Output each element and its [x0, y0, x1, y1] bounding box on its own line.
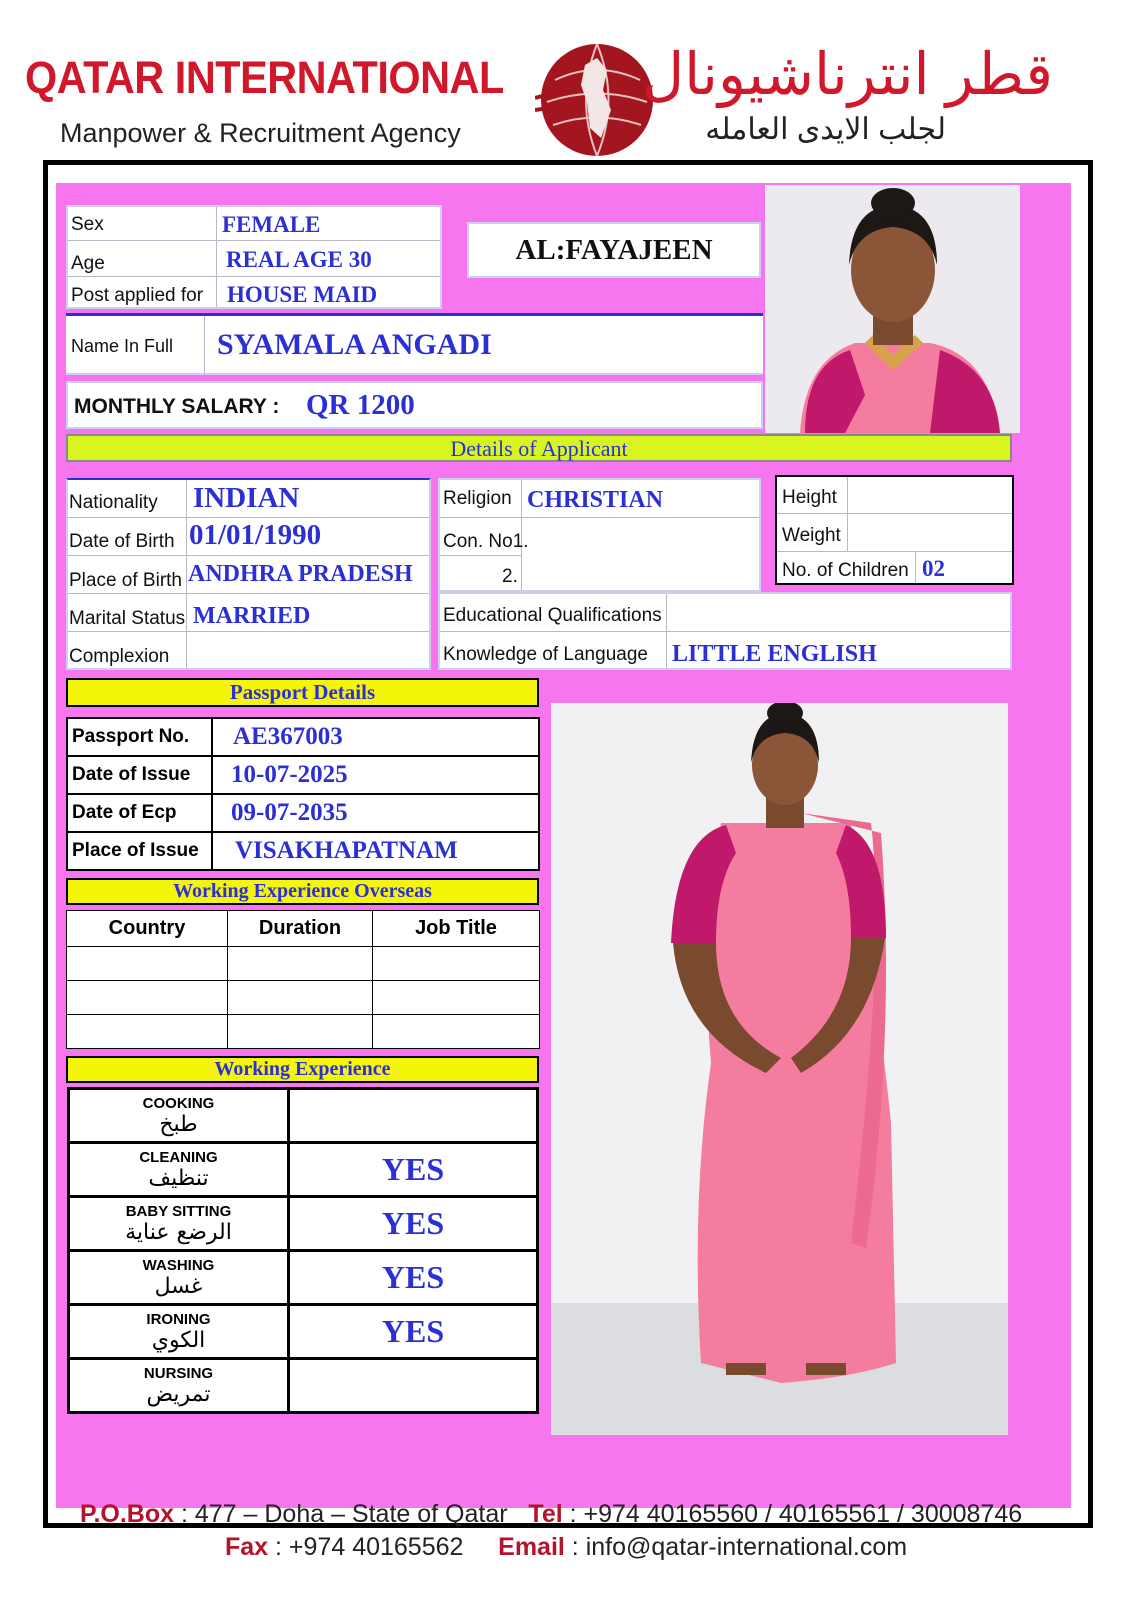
tel-value: : +974 40165560 / 40165561 / 30008746 [562, 1500, 1023, 1528]
expiry-date-value: 09-07-2035 [212, 794, 539, 832]
sex-label: Sex [71, 214, 104, 235]
age-value: REAL AGE 30 [226, 247, 372, 272]
religion-grid [438, 478, 761, 592]
skill-value: YES [289, 1197, 538, 1251]
language-label: Knowledge of Language [443, 644, 648, 665]
fax-value: : +974 40165562 [268, 1533, 464, 1561]
overseas-table [66, 910, 540, 1049]
physical-grid [775, 475, 1014, 585]
skill-name: CLEANING [139, 1148, 218, 1166]
full-name-row [66, 313, 763, 375]
passport-section-title: Passport Details [66, 678, 539, 707]
duration-column-header: Duration [228, 911, 373, 947]
skill-row-cleaning [69, 1143, 538, 1197]
skill-value: YES [289, 1305, 538, 1359]
skill-row-ironing [69, 1305, 538, 1359]
agency-code: AL:FAYAJEEN [467, 222, 761, 278]
skills-table [67, 1087, 539, 1414]
skill-value [289, 1359, 538, 1413]
expiry-date-label: Date of Ecp [67, 794, 212, 832]
skill-value [289, 1089, 538, 1143]
skill-name-arabic: الرضع عناية [125, 1219, 232, 1245]
skill-value: YES [289, 1143, 538, 1197]
details-section-title: Details of Applicant [66, 434, 1012, 462]
post-label: Post applied for [71, 285, 204, 306]
age-label: Age [71, 253, 105, 274]
job-title-column-header: Job Title [373, 911, 540, 947]
skill-name-arabic: تمريض [146, 1381, 211, 1407]
skill-value: YES [289, 1251, 538, 1305]
religion-value: CHRISTIAN [527, 487, 664, 513]
applicant-headshot [765, 185, 1020, 433]
personal-details-grid [66, 478, 431, 670]
brand-subtitle-arabic: لجلب الايدى العامله [705, 113, 946, 146]
skill-name: COOKING [142, 1094, 215, 1112]
name-label: Name In Full [71, 336, 174, 356]
skill-name: BABY SITTING [125, 1202, 232, 1220]
children-label: No. of Children [782, 560, 909, 581]
table-row [67, 947, 540, 981]
pobox-label: P.O.Box [80, 1500, 175, 1528]
pob-label: Place of Birth [69, 570, 182, 591]
complexion-label: Complexion [69, 646, 170, 667]
skill-name: NURSING [143, 1364, 214, 1382]
skill-name-arabic: غسل [154, 1273, 203, 1299]
passport-table [66, 717, 540, 871]
skill-row-washing [69, 1251, 538, 1305]
fax-label: Fax [225, 1533, 269, 1561]
education-label: Educational Qualifications [443, 605, 662, 626]
skill-row-nursing [69, 1359, 538, 1413]
email-label: Email [498, 1533, 565, 1561]
sex-value: FEMALE [222, 212, 321, 237]
skill-row-baby-sitting [69, 1197, 538, 1251]
skill-name-arabic: الكوي [151, 1327, 206, 1353]
salary-value: QR 1200 [306, 389, 415, 421]
marital-label: Marital Status [69, 608, 186, 629]
contact-1-label: Con. No1. [443, 531, 529, 552]
issue-date-label: Date of Issue [67, 756, 212, 794]
salary-row [66, 381, 763, 429]
passport-number-label: Passport No. [67, 718, 212, 756]
dob-label: Date of Birth [69, 531, 175, 552]
overseas-section-title: Working Experience Overseas [66, 878, 539, 905]
weight-label: Weight [782, 525, 841, 546]
tel-label: Tel [528, 1500, 563, 1528]
footer-address-line [80, 1500, 1022, 1529]
brand-name-arabic: قطر انترناشيونال [641, 42, 1053, 107]
experience-section-title: Working Experience [66, 1056, 539, 1083]
religion-label: Religion [443, 488, 512, 509]
nationality-label: Nationality [69, 492, 158, 513]
skill-name-arabic: تنظيف [148, 1165, 209, 1191]
pobox-value: : 477 – Doha – State of Qatar [174, 1500, 508, 1528]
contact-2-label: 2. [502, 566, 518, 587]
skill-name: WASHING [142, 1256, 215, 1274]
height-label: Height [782, 487, 837, 508]
email-value: : info@qatar-international.com [564, 1533, 908, 1561]
skill-name: IRONING [146, 1310, 211, 1328]
country-column-header: Country [67, 911, 228, 947]
pob-value: ANDHRA PRADESH [188, 561, 413, 587]
post-value: HOUSE MAID [227, 282, 378, 307]
issue-place-label: Place of Issue [67, 832, 212, 870]
brand-name-english: QATAR INTERNATIONAL [25, 52, 504, 103]
dob-value: 01/01/1990 [189, 519, 322, 551]
name-value: SYAMALA ANGADI [217, 328, 492, 361]
salary-label: MONTHLY SALARY : [74, 395, 280, 418]
issue-place-value: VISAKHAPATNAM [212, 832, 539, 870]
children-value: 02 [922, 556, 945, 581]
applicant-full-photo [551, 703, 1008, 1435]
table-row [67, 1015, 540, 1049]
skill-name-arabic: طبخ [159, 1111, 198, 1137]
marital-value: MARRIED [193, 603, 311, 629]
nationality-value: INDIAN [193, 482, 300, 514]
table-row [67, 981, 540, 1015]
skill-row-cooking [69, 1089, 538, 1143]
language-value: LITTLE ENGLISH [672, 641, 877, 667]
passport-number-value: AE367003 [212, 718, 539, 756]
education-grid [438, 592, 1012, 670]
basic-info-box [66, 205, 442, 309]
brand-subtitle: Manpower & Recruitment Agency [60, 118, 461, 148]
issue-date-value: 10-07-2025 [212, 756, 539, 794]
footer-contact-line [225, 1533, 907, 1562]
